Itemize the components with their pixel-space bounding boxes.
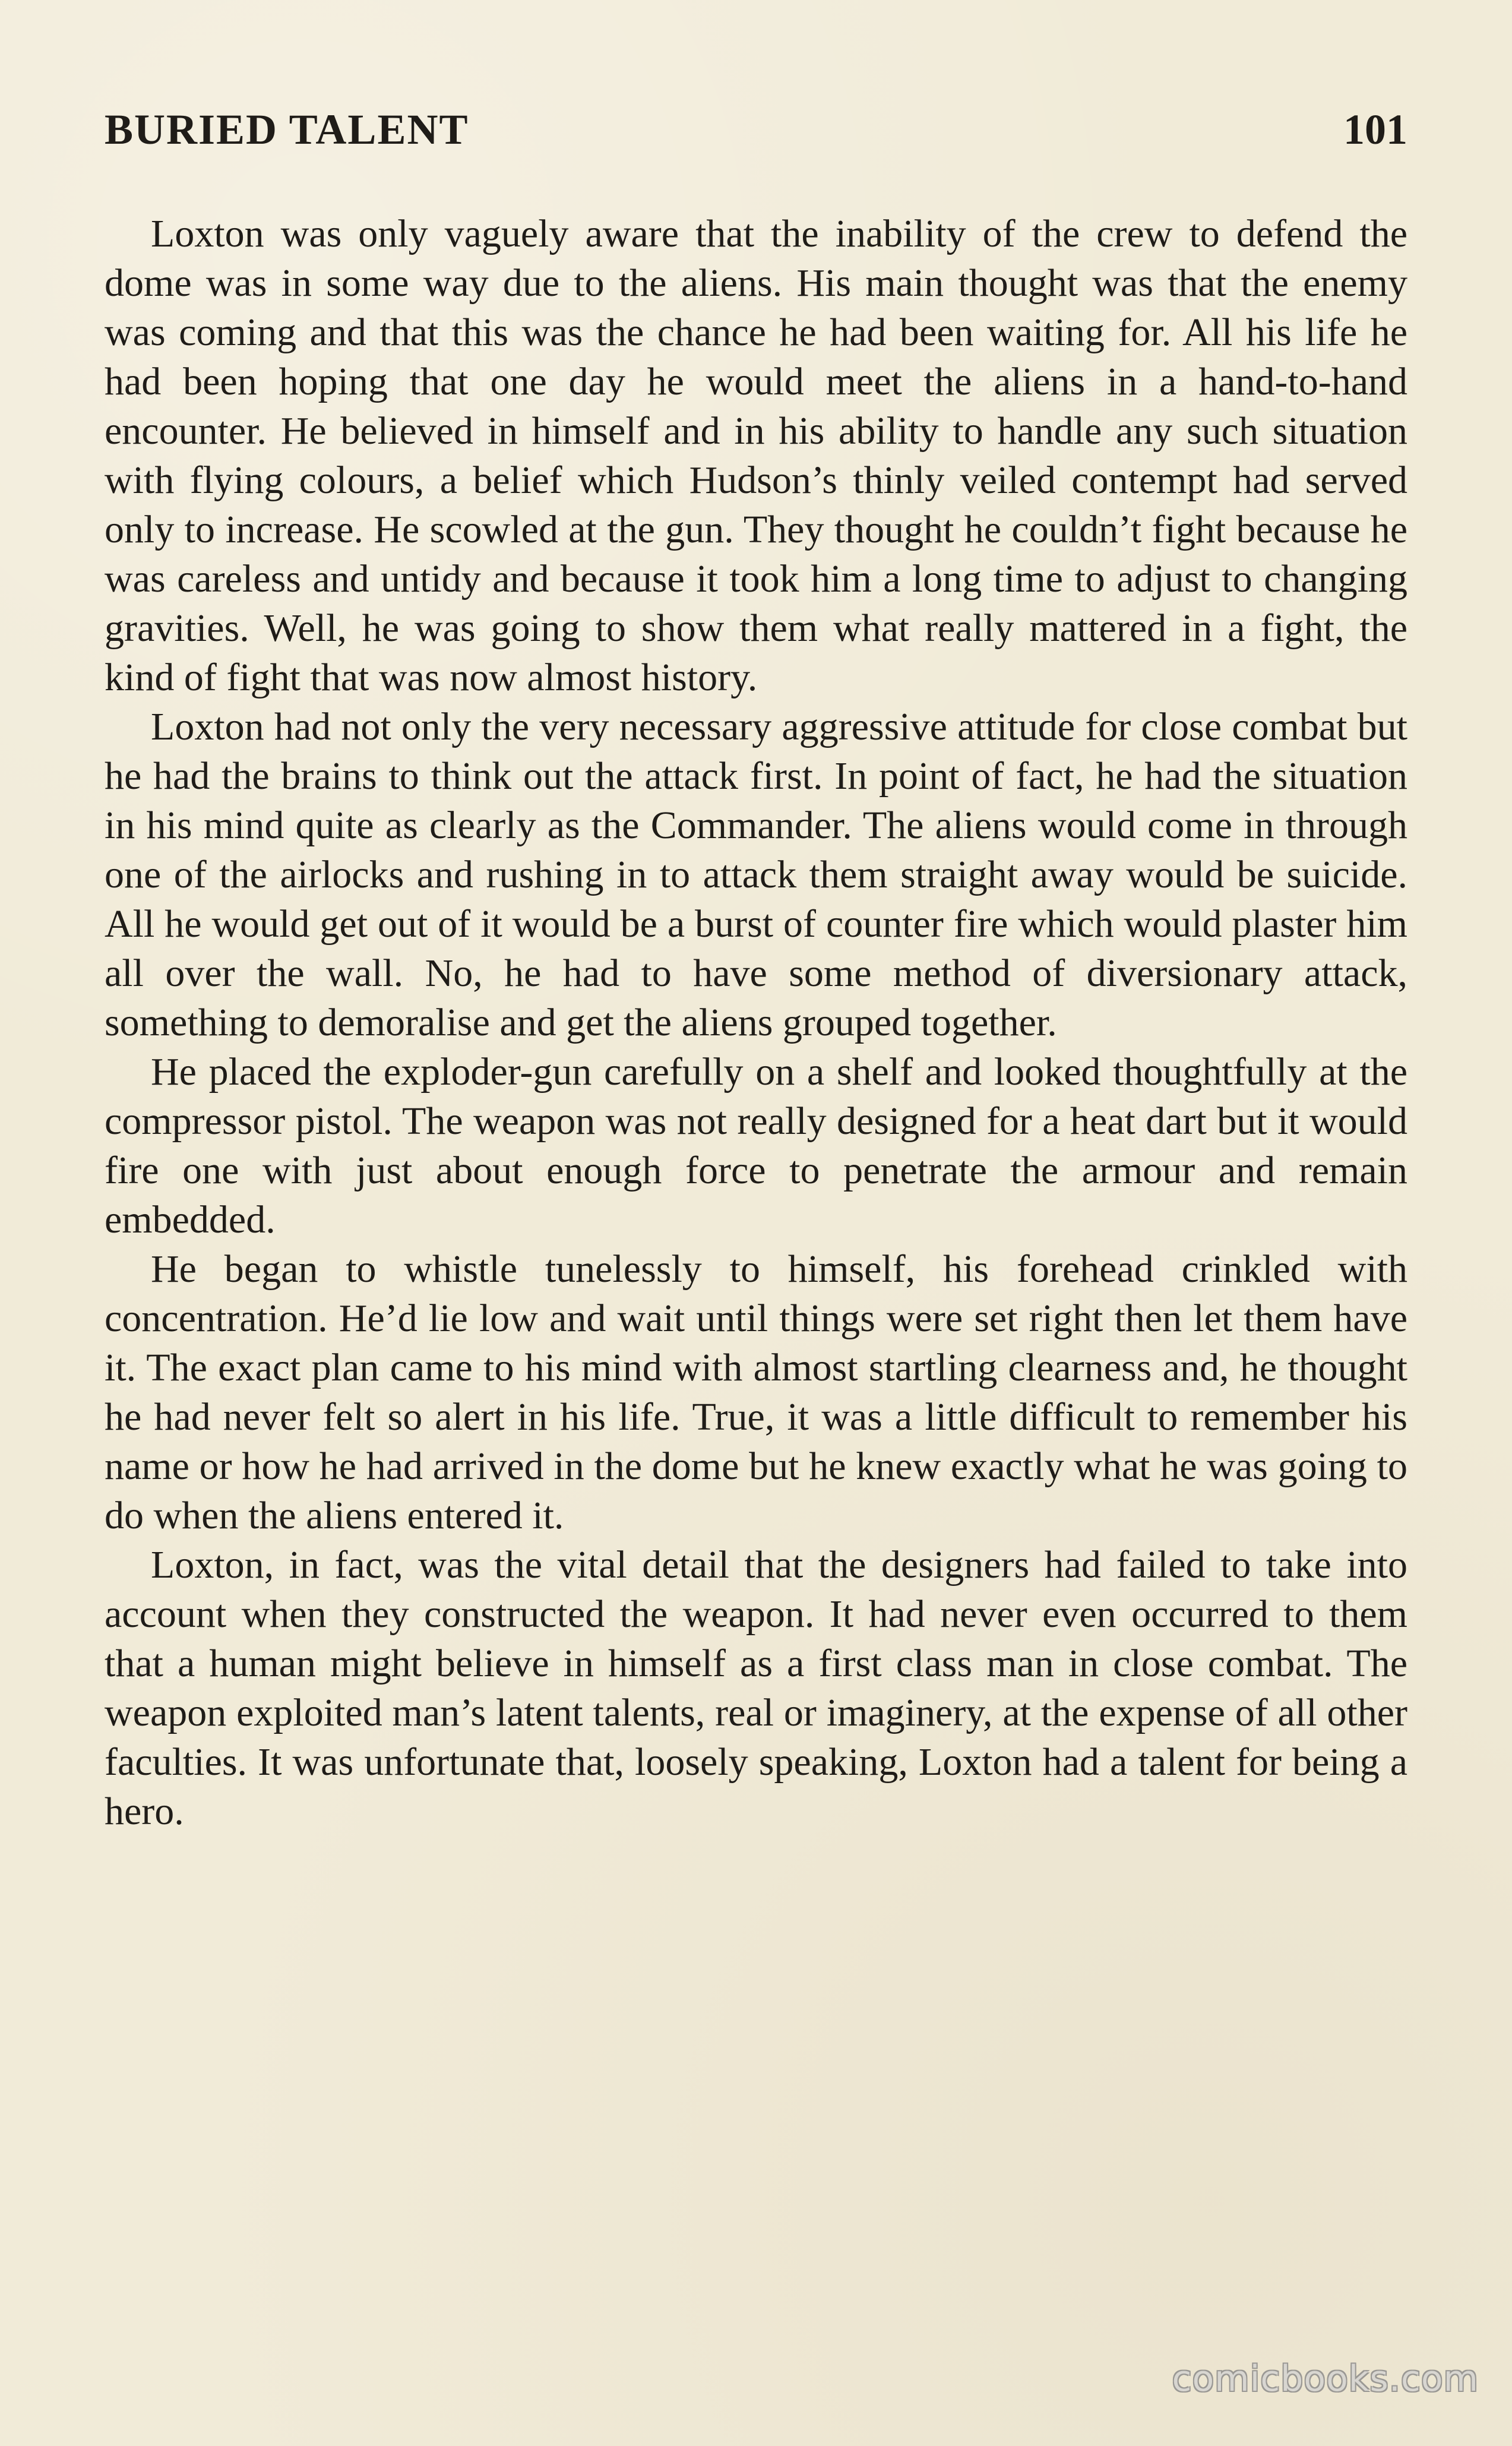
- paragraph-4: He began to whistle tunelessly to himself, his forehead crinkled with concentration. He’d lie low and wait until things were set right then let them have it. The exact plan came to his mind with almost startling clearness and, he thought he had never felt so alert in his life. True, it was a little difficult to remember his name or how he had arrived in the dome but he knew exactly what he was going to do when the aliens entered it.: [105, 1247, 1407, 1537]
- paragraph-1: Loxton was only vaguely aware that the inability of the crew to defend the dome was in some way due to the aliens. His main thought was that the enemy was coming and that this was the chance he had been waiting for. All his life he had been hoping that one day he would meet the aliens in a hand-to-hand encounter. He believed in himself and in his ability to handle any such situation with flying colours, a belief which Hudson’s thinly veiled contempt had served only to increase. He scowled at the gun. They thought he couldn’t fight because he was careless and untidy and because it took him a long time to adjust to changing gravities. Well, he was going to show them what really mattered in a fight, the kind of fight that was now almost history.: [105, 212, 1407, 699]
- body-text: [105, 209, 1407, 1836]
- running-head: [105, 108, 1407, 162]
- paragraph-3: He placed the exploder-gun carefully on a shelf and looked thoughtfully at the compressor pistol. The weapon was not really designed for a heat dart but it would fire one with just about enough force to penetrate the armour and remain embedded.: [105, 1050, 1407, 1241]
- running-title: BURIED TALENT: [105, 106, 469, 153]
- paragraph-5: Loxton, in fact, was the vital detail that the designers had failed to take into account when they constructed the weapon. It had never even occurred to them that a human might believe in himself as a first class man in close combat. The weapon exploited man’s latent talents, real or imaginery, at the expense of all other faculties. It was unfortunate that, loosely speaking, Loxton had a talent for being a hero.: [105, 1543, 1407, 1833]
- page-number: 101: [1343, 106, 1407, 153]
- paragraph-2: Loxton had not only the very necessary aggressive attitude for close combat but he had the brains to think out the attack first. In point of fact, he had the situation in his mind quite as clearly as the Commander. The aliens would come in through one of the airlocks and rushing in to attack them straight away would be suicide. All he would get out of it would be a burst of counter fire which would plaster him all over the wall. No, he had to have some method of diversionary attack, something to demoralise and get the aliens grouped together.: [105, 705, 1407, 1044]
- watermark: comicbooks.com: [1172, 2358, 1479, 2400]
